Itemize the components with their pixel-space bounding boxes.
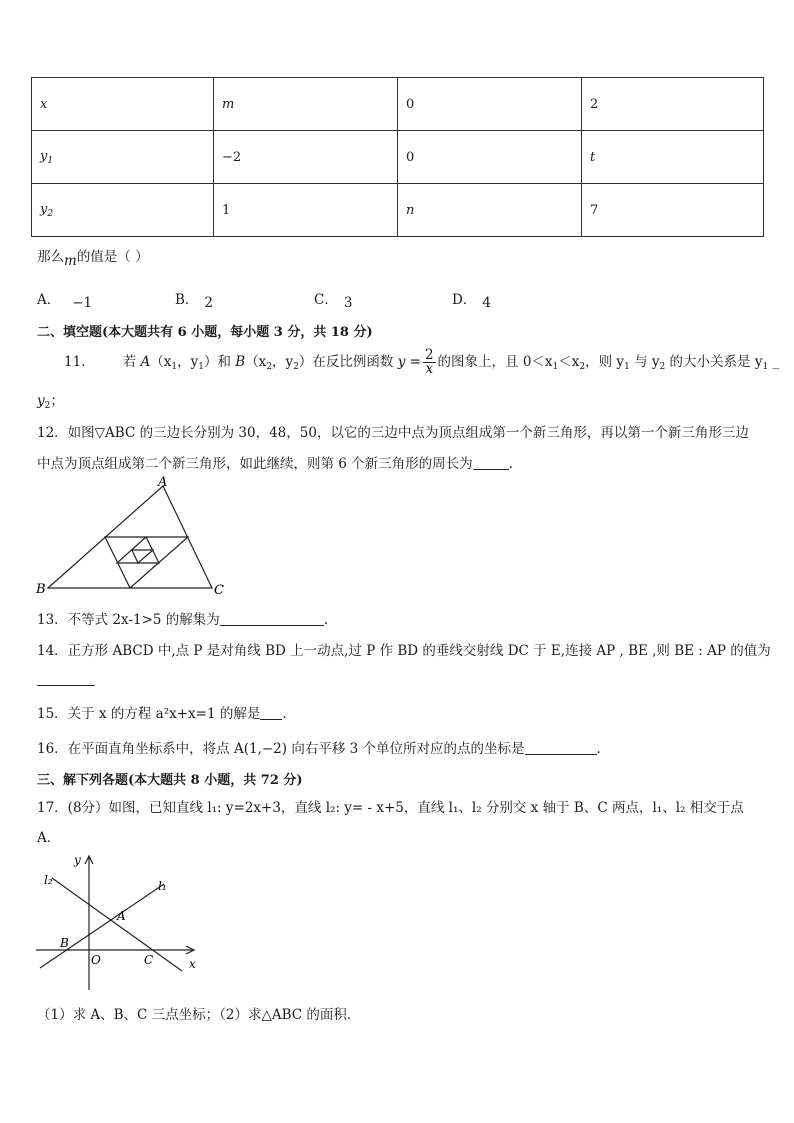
table-cell: $y_1$	[32, 131, 214, 184]
q11-line1: 11． 若 $A(x_1$，$y_1$）和 $B(x_2$，$y_2$）在反比例函数 y = $\frac{2}{x}$ 的图象上，且 $0<x_1<x_2$，则 $y_1$ 与 $y_2$ 的大小关系是 $y_1$ _	[64, 347, 780, 377]
option-c[interactable]: C． 3	[314, 292, 353, 311]
answer-blank[interactable]	[473, 457, 509, 470]
q16: 16．在平面直角坐标系中，将点 A(1,−2) 向右平移 3 个单位所对应的点的坐标是 .	[37, 741, 601, 757]
q14: 14．正方形 ABCD 中,点 P 是对角线 BD 上一动点,过 P 作 BD 的垂线交射线 DC 于 E,连接 AP , BE ,则 BE : AP 的值为	[37, 643, 771, 659]
label-b: B	[36, 582, 46, 597]
q12-line2: 中点为顶点组成第二个新三角形，如此继续，则第 6 个新三角形的周长为 .	[37, 456, 513, 472]
q15: 15．关于 x 的方程 a²x+x=1 的解是 .	[37, 706, 287, 722]
answer-blank[interactable]	[37, 673, 95, 686]
label-c: C	[214, 583, 224, 598]
table-cell: −2	[214, 131, 398, 184]
answer-blank[interactable]	[220, 613, 324, 626]
label-y: y	[74, 853, 81, 867]
table-cell: m	[214, 78, 398, 131]
q12-line1: 12．如图▽ABC 的三边长分别为 30，48，50，以它的三边中点为顶点组成第一个新三角形，再以第一个新三角形三边	[37, 425, 749, 441]
section-3-title: 三、解下列各题(本大题共 8 小题，共 72 分)	[37, 773, 303, 788]
label-x: x	[189, 957, 196, 971]
table-cell: 2	[582, 78, 764, 131]
coordinate-figure	[34, 850, 209, 992]
table-cell: 0	[398, 78, 582, 131]
table-cell: 7	[582, 184, 764, 237]
table-cell: n	[398, 184, 582, 237]
table-row	[32, 184, 764, 237]
q11-line2: $y_2$；	[37, 393, 64, 411]
q10-stem: 那么m的值是（ ）	[37, 249, 149, 269]
q13: 13．不等式 2x-1>5 的解集为 .	[37, 612, 329, 628]
table-row	[32, 78, 764, 131]
label-b: B	[60, 936, 69, 950]
fraction: $\frac{2}{x}$	[424, 347, 434, 377]
answer-blank[interactable]	[260, 707, 282, 720]
label-l2: l₂	[44, 873, 53, 887]
option-a[interactable]: A． −1	[37, 292, 93, 311]
nested-triangles-figure	[34, 476, 234, 600]
q14-answer-line	[37, 672, 95, 688]
label-l1: l₁	[158, 879, 167, 893]
q17-line1: 17．(8分）如图，已知直线 l₁: y=2x+3，直线 l₂: y= - x+5，直线 l₁、l₂ 分别交 x 轴于 B、C 两点，l₁、l₂ 相交于点	[37, 800, 744, 816]
table-cell: t	[582, 131, 764, 184]
table-cell: 1	[214, 184, 398, 237]
q17-ask: （1）求 A、B、C 三点坐标；（2）求△ABC 的面积．	[37, 1007, 361, 1023]
label-a: A	[117, 909, 126, 923]
table-cell: x	[32, 78, 214, 131]
label-c: C	[144, 953, 154, 967]
answer-blank[interactable]	[525, 742, 597, 755]
option-b[interactable]: B． 2	[175, 292, 214, 311]
table-row	[32, 131, 764, 184]
value-table	[31, 77, 764, 237]
option-d[interactable]: D． 4	[452, 292, 491, 311]
label-a: A	[158, 476, 168, 490]
q17-line2: A．	[37, 830, 61, 846]
table-cell: $y_2$	[32, 184, 214, 237]
table-cell: 0	[398, 131, 582, 184]
triangle-3	[132, 550, 153, 563]
section-2-title: 二、填空题(本大题共有 6 小题，每小题 3 分，共 18 分)	[37, 325, 373, 340]
label-o: O	[91, 953, 101, 967]
